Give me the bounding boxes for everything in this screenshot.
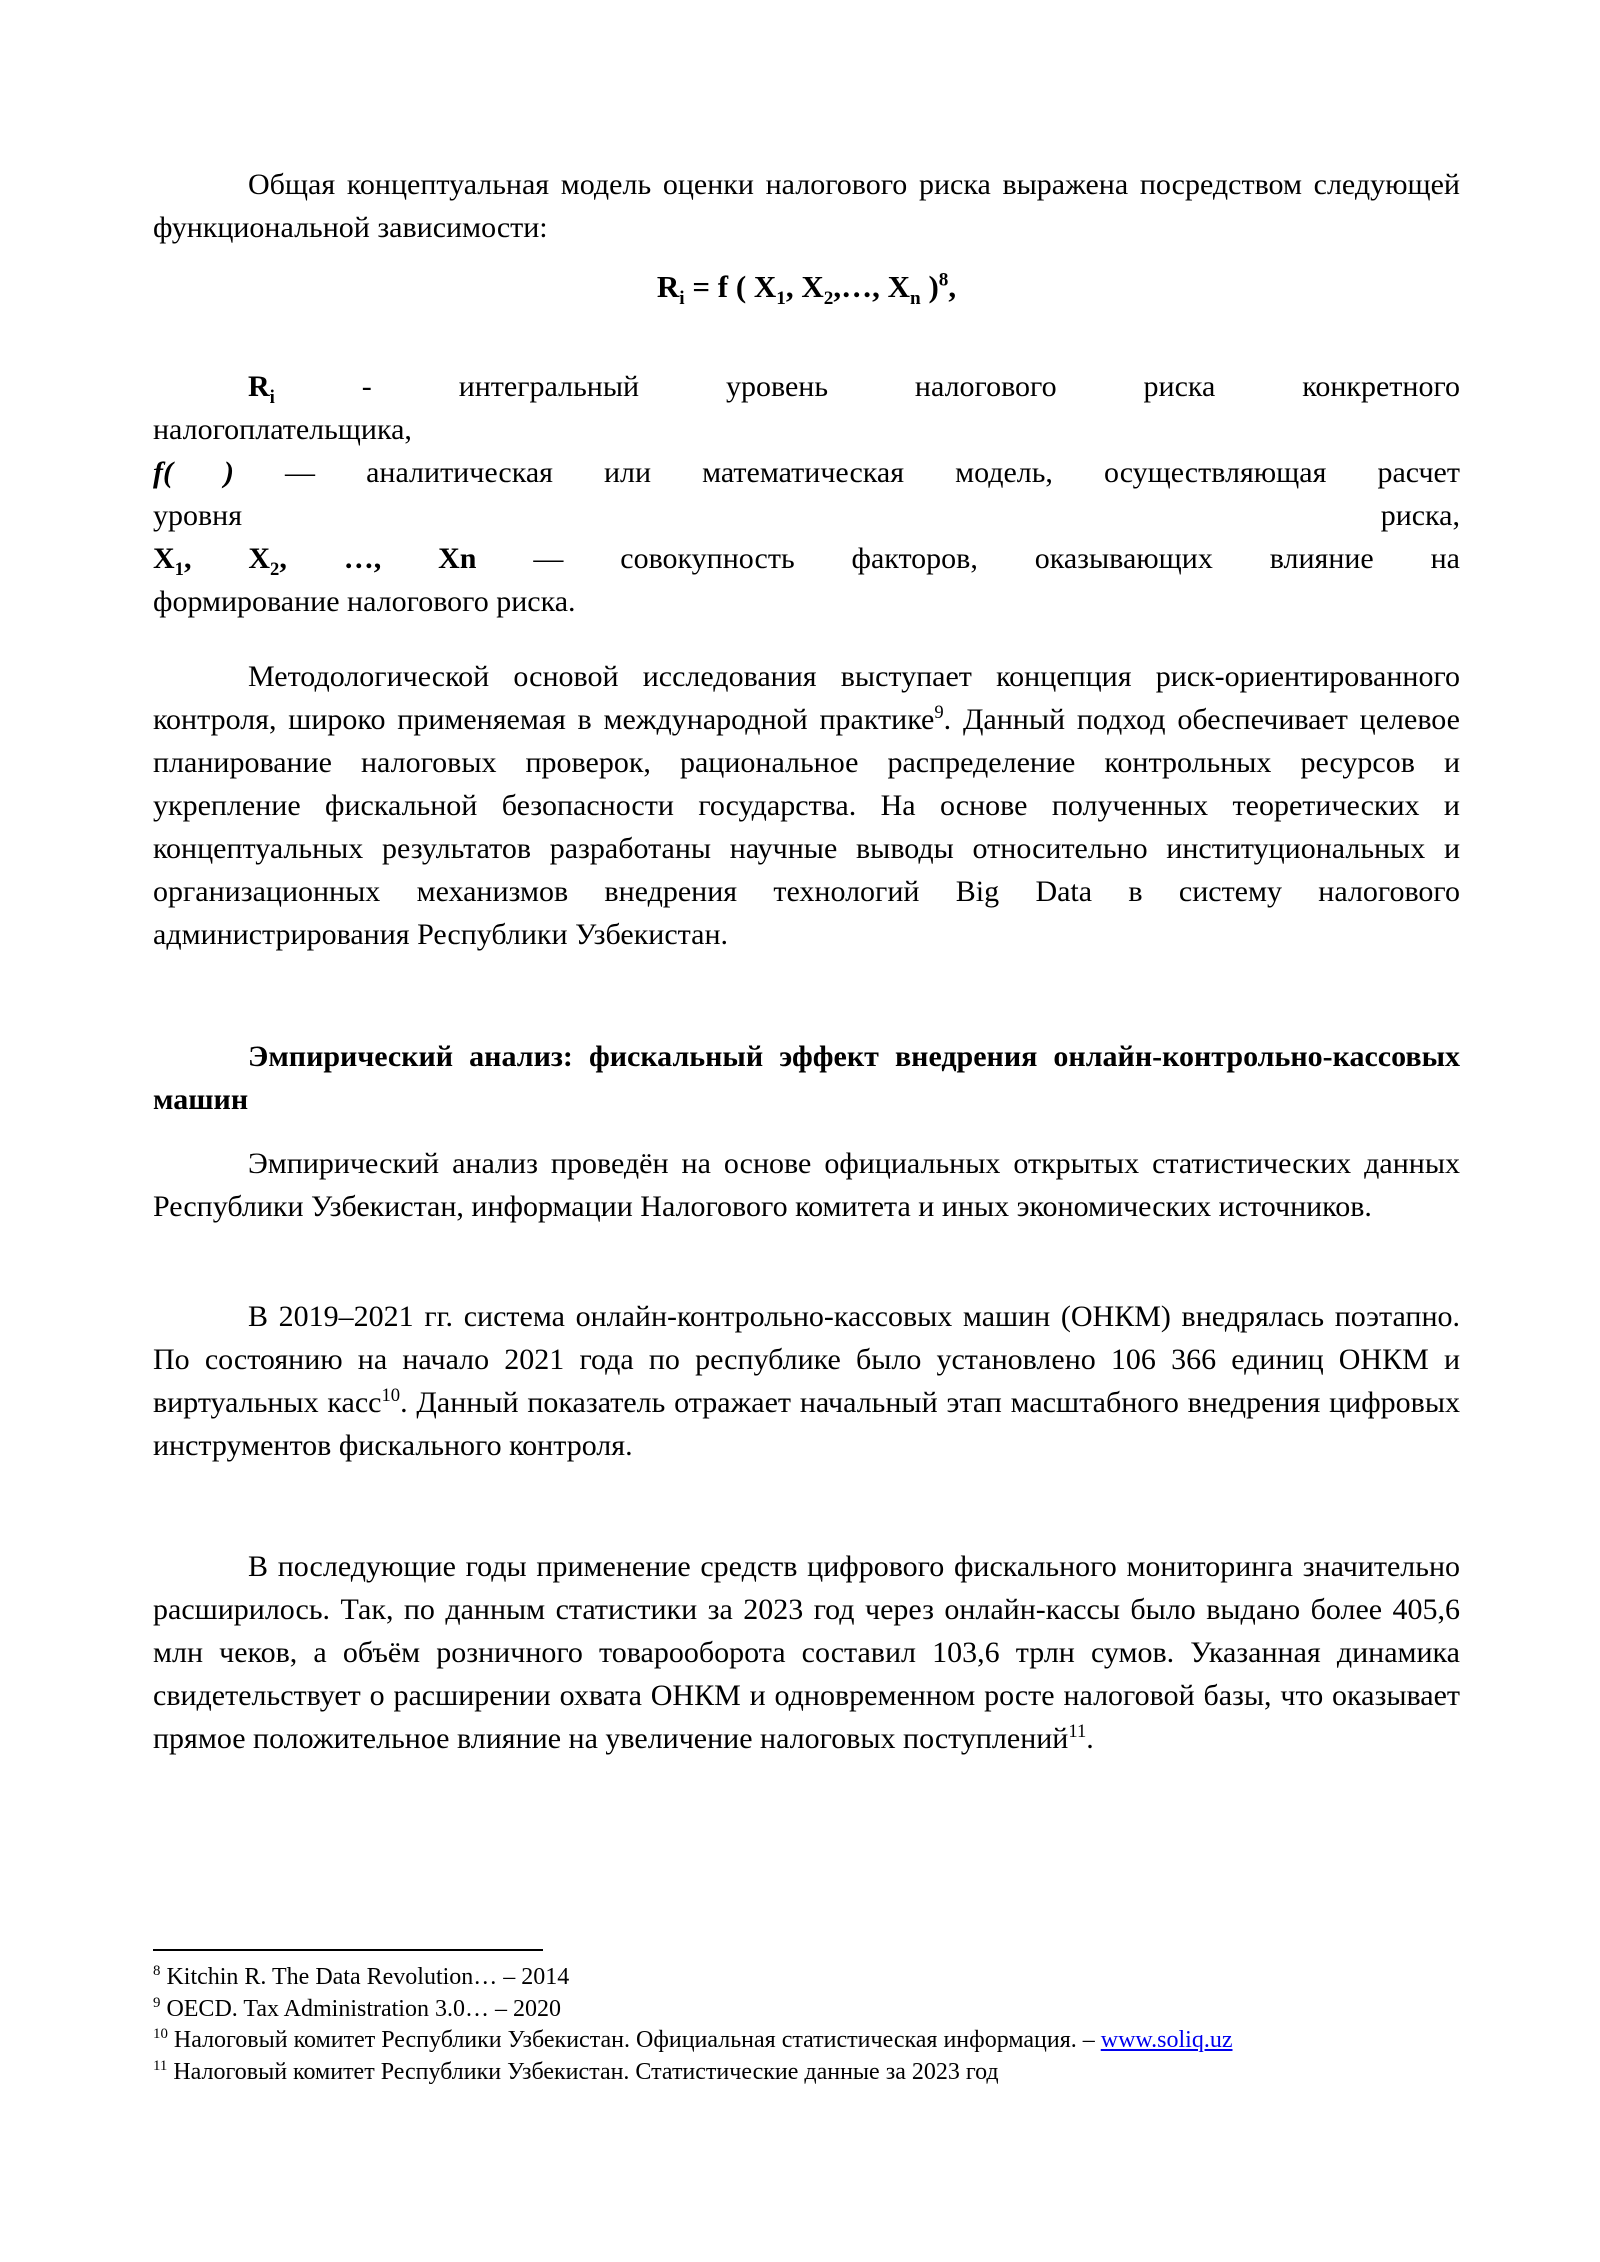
footnote-9: $^9$ OECD. Tax Administration 3.0… – 2020 (153, 1994, 561, 2022)
soliq-link[interactable]: www.soliq.uz (1100, 2027, 1233, 2053)
footnotes-section (153, 1949, 1460, 2088)
paragraph-fiscal-expansion: В последующие годы применение средств цифрового фискального мониторинга значительно расширилось. Так, по данным статистики за 2023 год через онлайн-кассы было выдано более 405,6 млн чеков, а объём розничного товарооборота составил 103,6 трлн сумов. Указанная динамика свидетельствует о расширении охвата ОНКМ и одновременном росте налоговой базы, что оказывает прямое положительное влияние на увеличение налоговых поступлений$^{11}$. (153, 1550, 1460, 1755)
definition-line-x: $X_1$, $X_2$, …, Xn — совокупность факторов, оказывающих влияние на (153, 542, 1460, 580)
definitions-block (153, 365, 1460, 623)
footnote-separator (153, 1949, 543, 1951)
definition-line-x-cont: формирование налогового риска. (153, 585, 576, 618)
definition-word-risk: риска, (1380, 499, 1460, 532)
paragraph-methodology: Методологической основой исследования выступает концепция риск-ориентированного контроля, широко применяемая в международной практике$^9$. Данный подход обеспечивает целевое планирование налоговых проверок, рациональное распределение контрольных ресурсов и укрепление фискальной безопасности государства. На основе полученных теоретических и концептуальных результатов разработаны научные выводы относительно институциональных и организационных механизмов внедрения технологий Big Data в систему налогового администрирования Республики Узбекистан. (153, 660, 1460, 951)
paragraph-onkm-rollout: В 2019–2021 гг. система онлайн-контрольно-кассовых машин (ОНКМ) внедрялась поэтапно. По состоянию на начало 2021 года по республике было установлено 106 366 единиц ОНКМ и виртуальных касс$^{10}$. Данный показатель отражает начальный этап масштабного внедрения цифровых инструментов фискального контроля. (153, 1300, 1460, 1462)
definition-line-f: f( ) — аналитическая или математическая модель, осуществляющая расчет (153, 456, 1460, 489)
formula-risk-model: $R_i = f$ ( $X_1$, $X_2,\dots$, $X_n$ )$^8$, (656, 269, 957, 310)
definition-line-r-cont: налогоплательщика, (153, 413, 412, 446)
footnote-8: $^8$ Kitchin R. The Data Revolution… – 2014 (153, 1963, 570, 1990)
section-heading: Эмпирический анализ: фискальный эффект внедрения онлайн-контрольно-кассовых машин (153, 1040, 1460, 1116)
paragraph-intro: Общая концептуальная модель оценки налогового риска выражена посредством следующей функциональной зависимости: (153, 168, 1460, 244)
definition-line-r: $R_i$ - интегральный уровень налогового риска конкретного (248, 370, 1460, 408)
definition-line-f-cont (153, 494, 1460, 537)
footnote-11: $^{11}$ Налоговый комитет Республики Узбекистан. Статистические данные за 2023 год (153, 2057, 999, 2085)
definition-word-level: уровня (153, 499, 243, 532)
footnote-10: $^{10}$ Налоговый комитет Республики Узбекистан. Официальная статистическая информация. – www.soliq.uz (153, 2026, 1233, 2053)
paragraph-empirical-basis: Эмпирический анализ проведён на основе официальных открытых статистических данных Республики Узбекистан, информации Налогового комитета и иных экономических источников. (153, 1147, 1460, 1223)
